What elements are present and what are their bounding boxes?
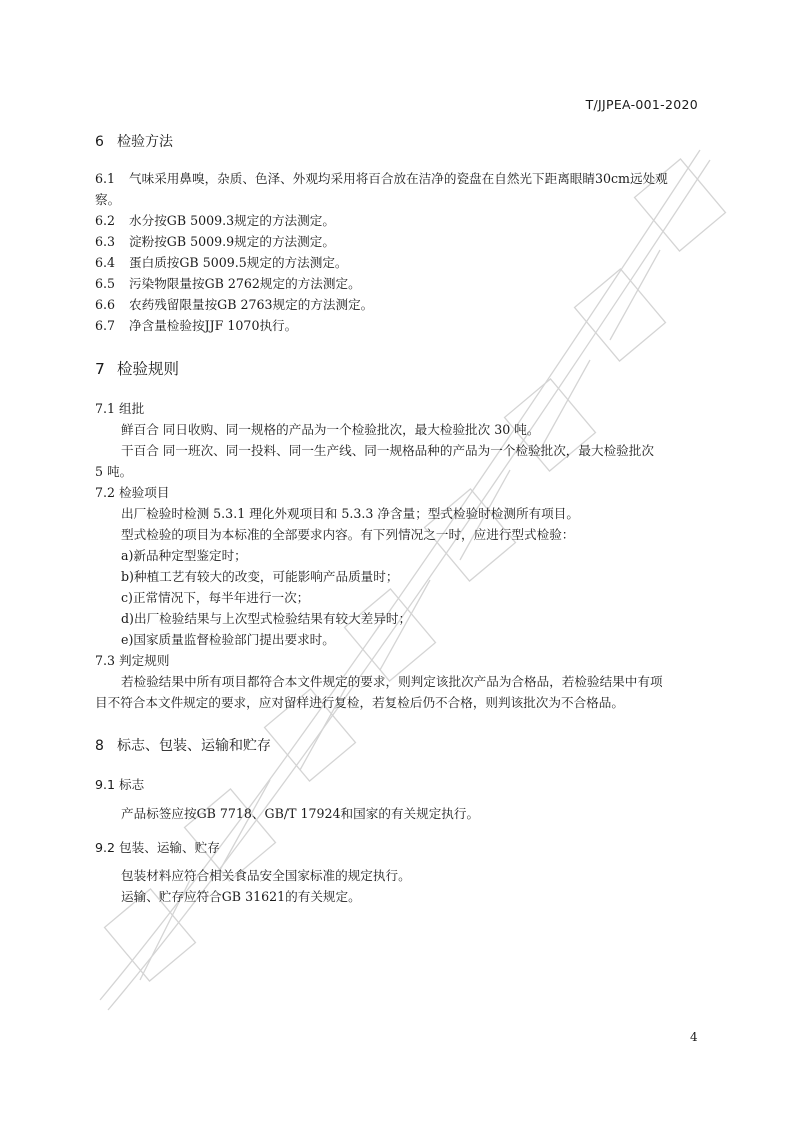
list-item: 6.6 农药残留限量按GB 2763规定的方法测定。 <box>95 297 374 312</box>
list-item: 6.2 水分按GB 5009.3规定的方法测定。 <box>95 213 335 228</box>
subsection-7-2-heading: 7.2 检验项目 <box>95 485 170 500</box>
paragraph: 型式检验的项目为本标准的全部要求内容。有下列情况之一时，应进行型式检验： <box>121 527 575 542</box>
subsection-7-1-heading: 7.1 组批 <box>95 401 145 416</box>
section-title: 检验方法 <box>117 134 173 150</box>
paragraph: 产品标签应按GB 7718、GB/T 17924和国家的有关规定执行。 <box>121 806 480 821</box>
document-code: T/JJPEA-001-2020 <box>585 97 698 112</box>
page-number: 4 <box>690 1030 698 1044</box>
section-title: 标志、包装、运输和贮存 <box>117 738 271 754</box>
subsection-7-3-heading: 7.3 判定规则 <box>95 653 170 668</box>
list-item: 6.1 气味采用鼻嗅，杂质、色泽、外观均采用将百合放在洁净的瓷盘在自然光下距离眼睛30cm远处观 <box>95 171 668 186</box>
list-item: c)正常情况下，每半年进行一次； <box>121 590 310 605</box>
list-item-continuation: 察。 <box>95 192 121 207</box>
paragraph: 包装材料应符合相关食品安全国家标准的规定执行。 <box>121 868 411 883</box>
paragraph: 目不符合本文件规定的要求，应对留样进行复检，若复检后仍不合格，则判该批次为不合格品。 <box>95 695 624 710</box>
section-6-heading <box>95 131 173 151</box>
paragraph: 鲜百合 同日收购、同一规格的产品为一个检验批次，最大检验批次 30 吨。 <box>121 422 540 437</box>
subsection-9-2-heading: 9.2 包装、运输、贮存 <box>95 840 220 855</box>
list-item: 6.5 污染物限量按GB 2762规定的方法测定。 <box>95 276 361 291</box>
list-item: a)新品种定型鉴定时； <box>121 548 247 563</box>
section-number: 6 <box>95 134 104 150</box>
list-item: 6.4 蛋白质按GB 5009.5规定的方法测定。 <box>95 255 348 270</box>
list-item: 6.3 淀粉按GB 5009.9规定的方法测定。 <box>95 234 335 249</box>
paragraph: 若检验结果中所有项目都符合本文件规定的要求，则判定该批次产品为合格品，若检验结果中有项 <box>121 674 663 689</box>
list-item: d)出厂检验结果与上次型式检验结果有较大差异时； <box>121 611 412 626</box>
section-number: 7 <box>95 360 105 378</box>
subsection-9-1-heading: 9.1 标志 <box>95 777 145 792</box>
list-item: e)国家质量监督检验部门提出要求时。 <box>121 632 335 647</box>
paragraph: 出厂检验时检测 5.3.1 理化外观项目和 5.3.3 净含量；型式检验时检测所有项目。 <box>121 506 579 521</box>
section-7-heading <box>95 357 179 379</box>
list-item: b)种植工艺有较大的改变，可能影响产品质量时； <box>121 569 399 584</box>
section-title: 检验规则 <box>117 360 180 378</box>
paragraph: 干百合 同一班次、同一投料、同一生产线、同一规格品种的产品为一个检验批次，最大检验批次 <box>121 443 654 458</box>
section-8-heading <box>95 735 271 755</box>
paragraph-continuation: 5 吨。 <box>95 464 133 479</box>
section-number: 8 <box>95 738 104 754</box>
paragraph: 运输、贮存应符合GB 31621的有关规定。 <box>121 889 361 904</box>
list-item: 6.7 净含量检验按JJF 1070执行。 <box>95 318 298 333</box>
